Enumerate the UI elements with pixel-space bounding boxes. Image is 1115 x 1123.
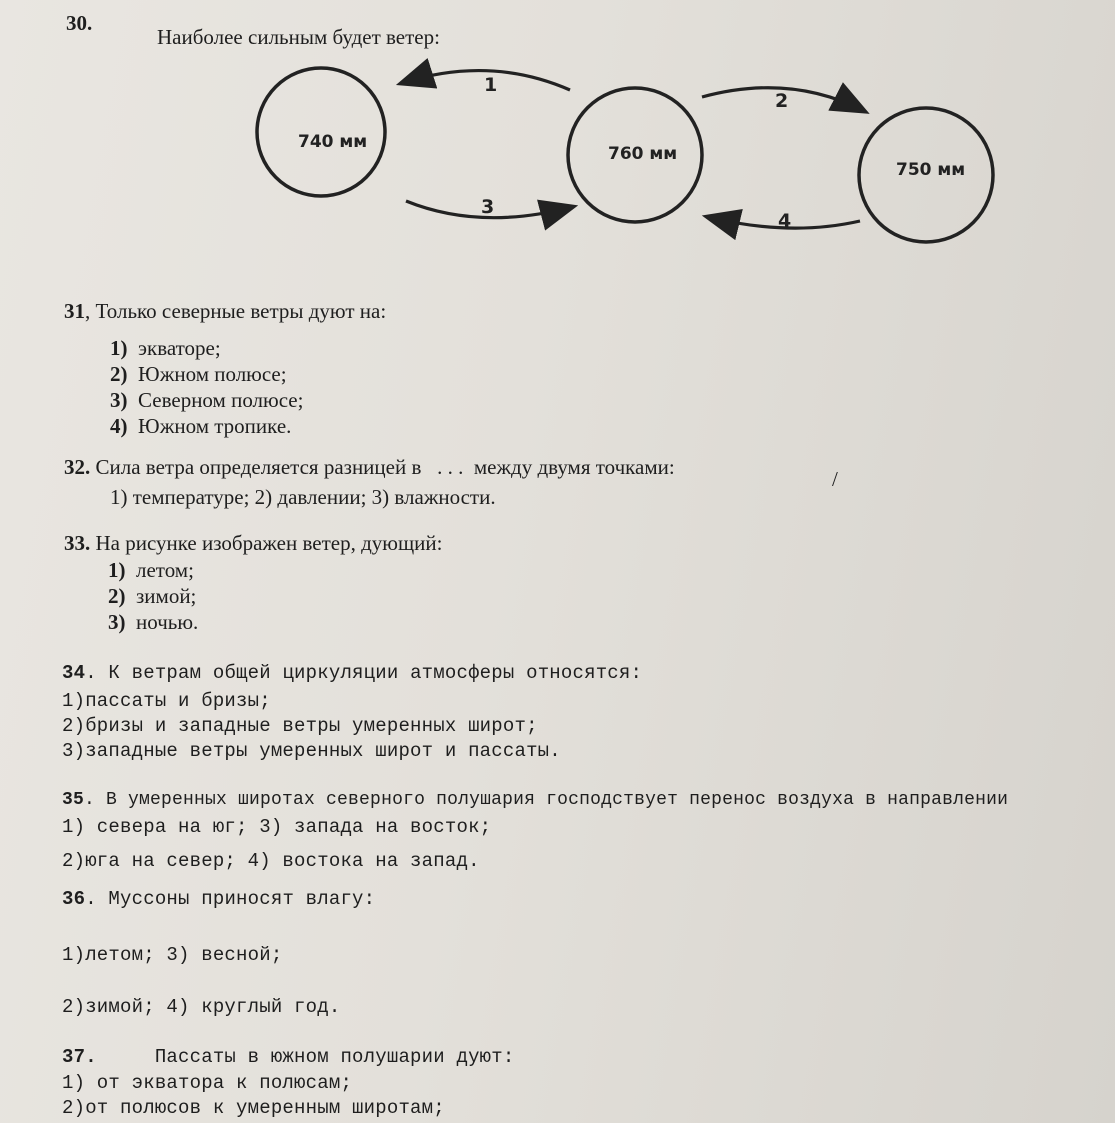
question-32 — [64, 454, 675, 480]
option-item: 1) экваторе; — [110, 336, 221, 360]
option-item: 1) летом; — [108, 558, 194, 582]
arrow-label-2: 2 — [775, 90, 789, 112]
slash-mark: / — [832, 467, 838, 491]
question-text: Пассаты в южном полушарии дуют: — [154, 1046, 515, 1068]
option-item: 2)от полюсов к умеренным широтам; — [62, 1097, 445, 1119]
option-item: 1)летом; 3) весной; — [62, 944, 283, 966]
question-30-text: Наиболее сильным будет ветер: — [157, 25, 440, 49]
question-31 — [64, 298, 386, 324]
circle-label-760: 760 мм — [608, 144, 678, 164]
option-item: 2) зимой; — [108, 584, 197, 608]
option-item: 4) Южном тропике. — [110, 414, 292, 438]
question-text: , Только северные ветры дуют на: — [85, 299, 387, 323]
options-line: 1) температуре; 2) давлении; 3) влажности. — [110, 485, 496, 509]
circle-label-740: 740 мм — [298, 132, 368, 152]
question-text: Сила ветра определяется разницей в — [95, 455, 422, 479]
question-text-end: между двумя точками: — [473, 455, 675, 479]
option-item: 3) Северном полюсе; — [110, 388, 304, 412]
option-item: 1) севера на юг; 3) запада на восток; — [62, 816, 492, 838]
question-text: . В умеренных широтах северного полушария господствует перенос воздуха в направлении — [84, 790, 1009, 810]
arrow-label-1: 1 — [484, 74, 498, 96]
pressure-wind-diagram — [240, 55, 1010, 255]
option-item: 2) Южном полюсе; — [110, 362, 287, 386]
question-text: На рисунке изображен ветер, дующий: — [95, 531, 443, 555]
question-number: 30. — [66, 11, 93, 35]
question-number: 31 — [64, 299, 85, 323]
option-item: 1) от экватора к полюсам; — [62, 1072, 353, 1094]
question-text: . Муссоны приносят влагу: — [85, 888, 376, 910]
question-37 — [62, 1046, 514, 1068]
question-30 — [66, 10, 92, 36]
option-item: 2)юга на север; 4) востока на запад. — [62, 850, 480, 872]
circle-label-750: 750 мм — [896, 160, 966, 180]
arrow-label-3: 3 — [481, 196, 495, 218]
arrow-label-4: 4 — [778, 210, 792, 232]
question-number: 32. — [64, 455, 91, 479]
question-35 — [62, 790, 1008, 810]
question-text: . К ветрам общей циркуляции атмосферы относятся: — [85, 662, 643, 684]
question-number: 34 — [62, 662, 86, 684]
option-item: 2)бризы и западные ветры умеренных широт; — [62, 715, 538, 737]
question-number: 37. — [62, 1046, 97, 1068]
question-33 — [64, 530, 442, 556]
question-number: 35 — [62, 790, 85, 810]
question-34 — [62, 662, 642, 684]
option-item: 3) ночью. — [108, 610, 199, 634]
question-36 — [62, 888, 375, 910]
question-number: 36 — [62, 888, 86, 910]
question-number: 33. — [64, 531, 91, 555]
option-item: 1)пассаты и бризы; — [62, 690, 271, 712]
ellipsis: . . . — [437, 455, 464, 479]
option-item: 2)зимой; 4) круглый год. — [62, 996, 341, 1018]
option-item: 3)западные ветры умеренных широт и пассаты. — [62, 740, 561, 762]
